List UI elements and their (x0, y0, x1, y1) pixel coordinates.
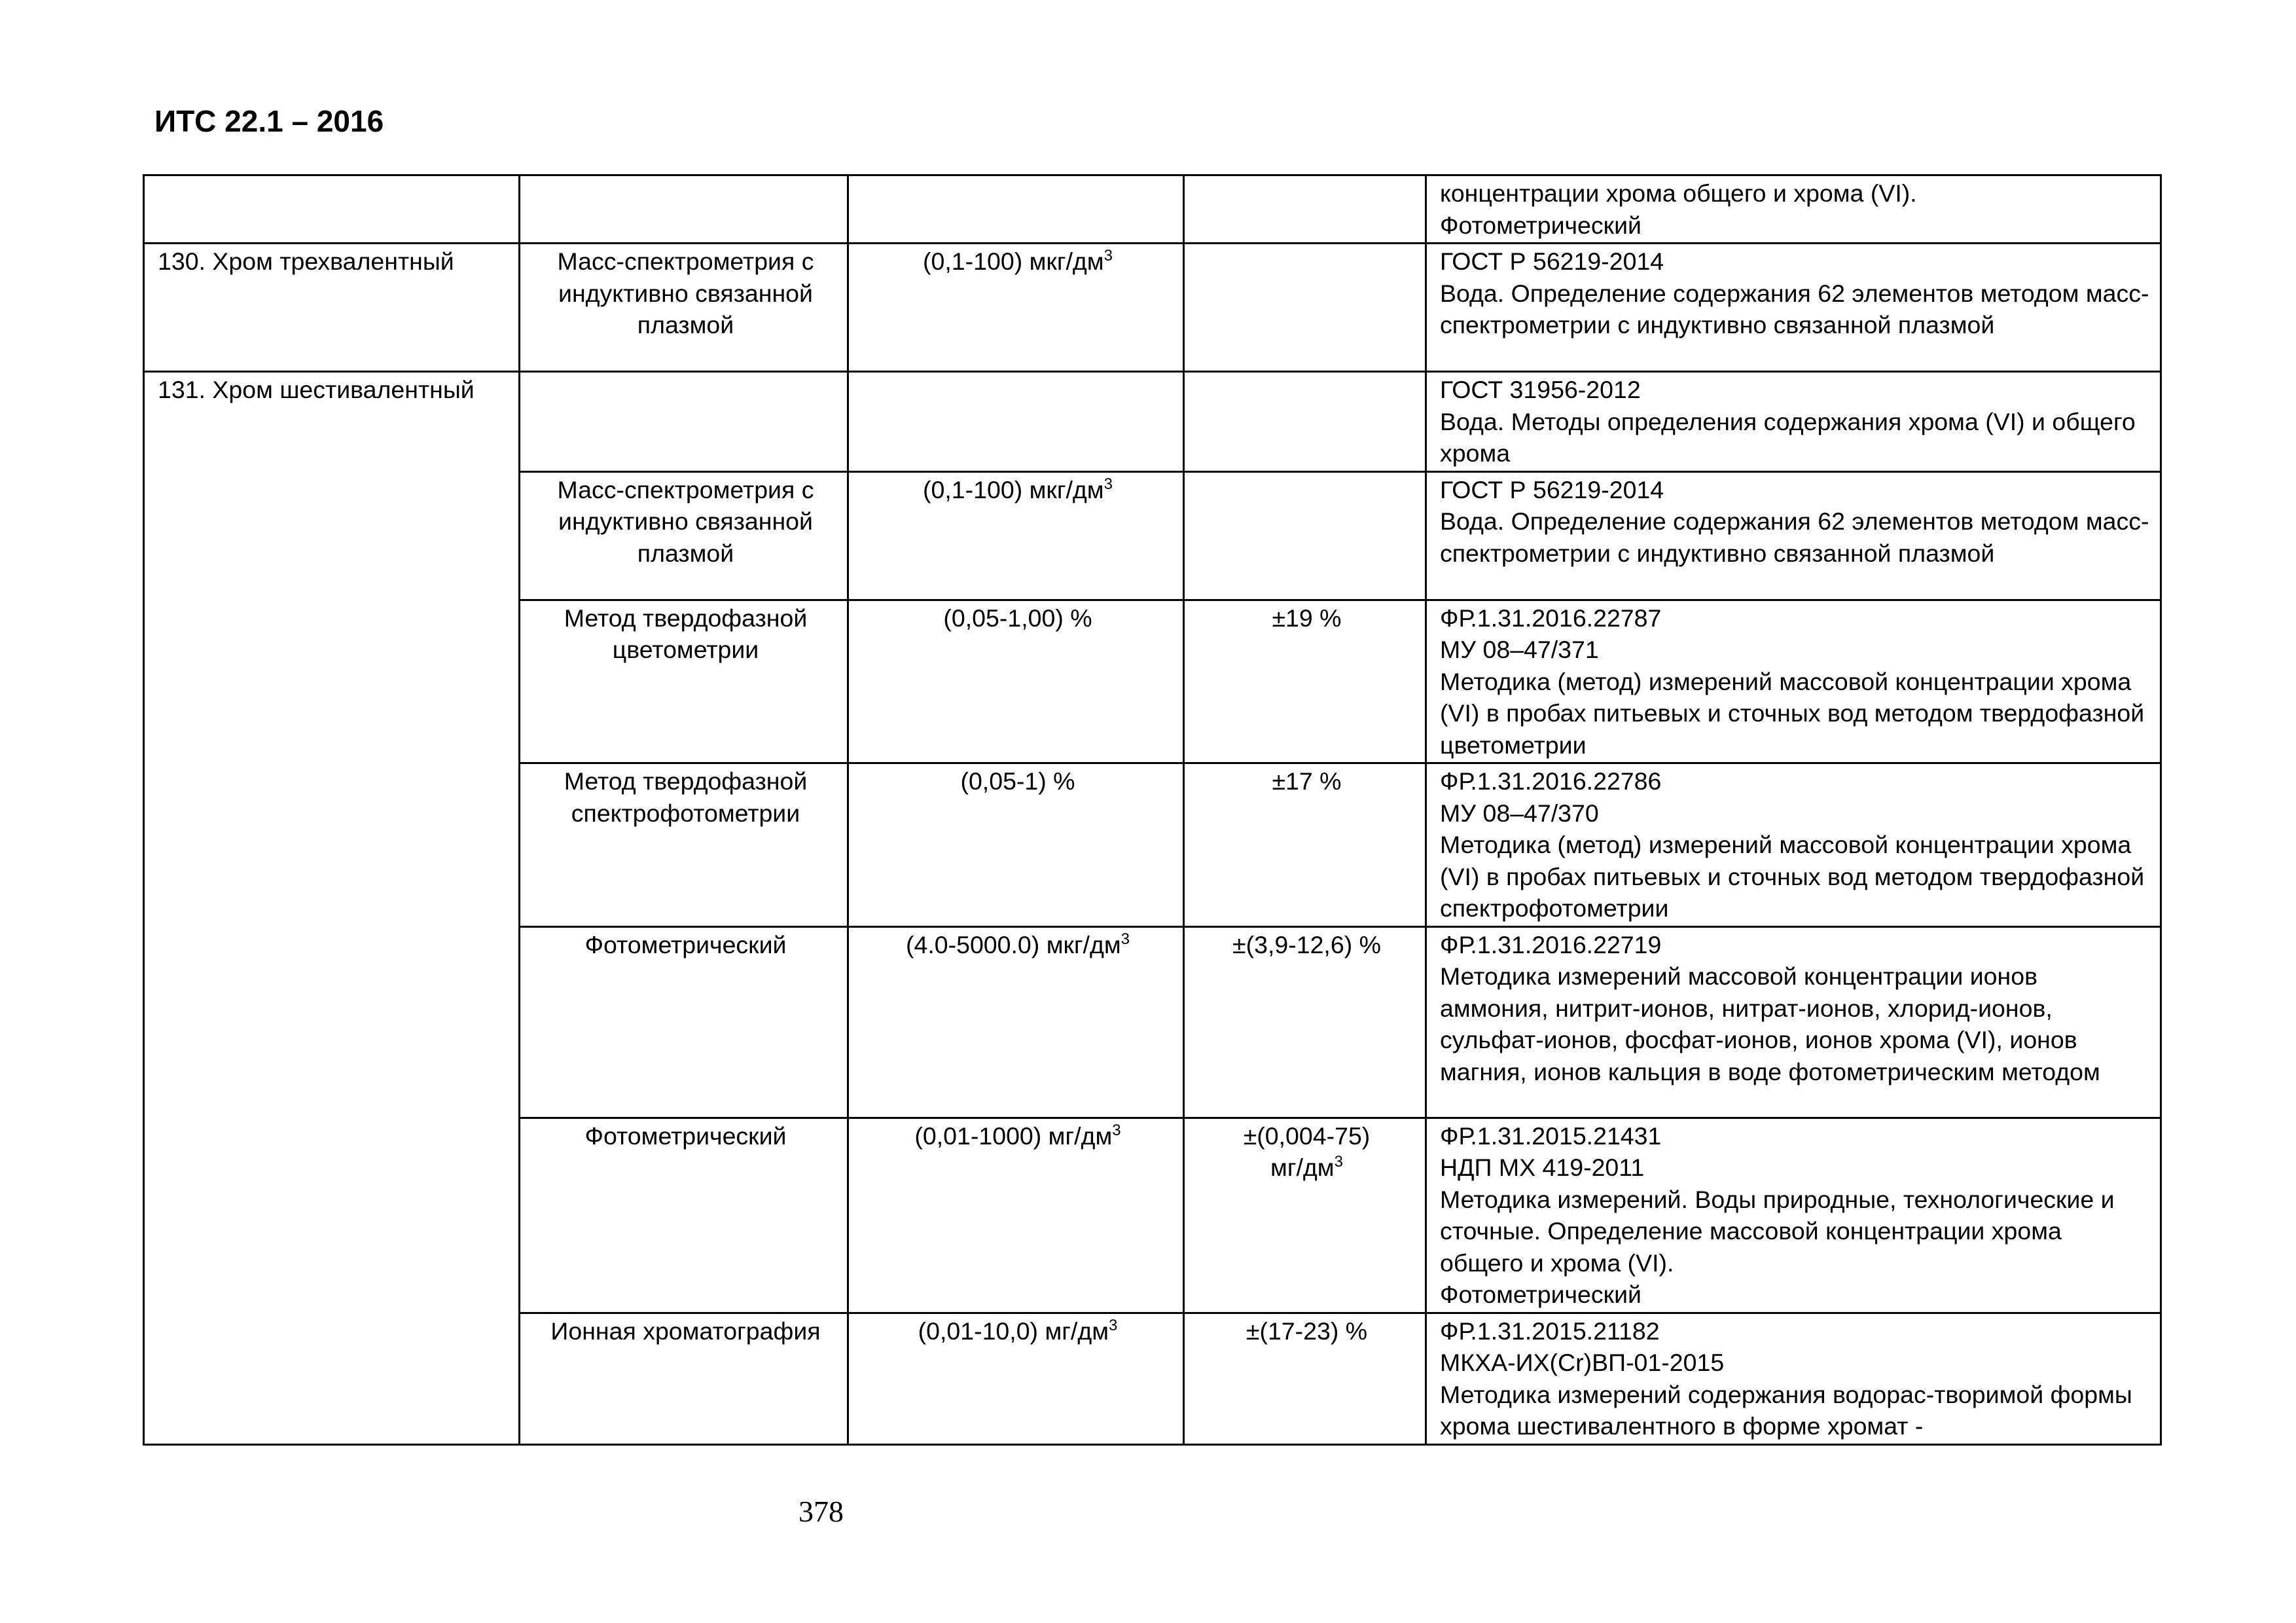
error-unit-text: мг/дм (1270, 1154, 1335, 1181)
range-unit-superscript: 3 (1121, 930, 1130, 948)
range-value: (0,1-100) мкг/дм (923, 247, 1104, 275)
document-code: ФР.1.31.2016.22719 (1440, 930, 1662, 958)
document-code: МУ 08–47/371 (1440, 636, 1599, 663)
range-unit-superscript: 3 (1112, 1121, 1121, 1139)
document-cell (1426, 1118, 2161, 1313)
range-unit-superscript: 3 (1109, 1316, 1118, 1334)
document-line: Фотометрический (1440, 211, 1641, 239)
method-cell: Ионная хроматография (520, 1313, 848, 1444)
error-cell (1184, 372, 1426, 472)
method-cell (520, 175, 848, 244)
document-cell (1426, 926, 2161, 1118)
document-title: Вода. Определение содержания 62 элементов методом масс-спектрометрии с индуктивно связанной плазмой (1440, 279, 2149, 338)
error-value: ±(0,004-75) (1243, 1122, 1371, 1150)
error-cell: ±(17-23) % (1184, 1313, 1426, 1444)
document-cell (1426, 763, 2161, 927)
document-title: Методика (метод) измерений массовой концентрации хрома (VI) в пробах питьевых и сточных вод методом твердофазной спектрофотометрии (1440, 831, 2145, 922)
document-title: Вода. Методы определения содержания хрома (VI) и общего хрома (1440, 407, 2136, 467)
range-cell: (0,05-1) % (848, 763, 1184, 927)
range-cell (848, 926, 1184, 1118)
table-row (144, 244, 2161, 372)
document-code: ГОСТ 31956-2012 (1440, 376, 1641, 403)
document-code: НДП МХ 419-2011 (1440, 1154, 1645, 1181)
method-cell: Метод твердофазной спектрофотометрии (520, 763, 848, 927)
error-cell: ±(3,9-12,6) % (1184, 926, 1426, 1118)
document-cell (1426, 244, 2161, 372)
document-title: Методика измерений массовой концентрации ионов аммония, нитрит-ионов, нитрат-ионов, хлорид-ионов, сульфат-ионов, фосфат-ионов, ионов хрома (VI), ионов магния, ионов кальция в воде фотометрическим методом (1440, 962, 2100, 1085)
substance-cell: 131. Хром шестивалентный (144, 372, 520, 1445)
method-cell: Масс-спектрометрия с индуктивно связанной плазмой (520, 244, 848, 372)
standards-table (143, 174, 2162, 1446)
document-line: концентрации хрома общего и хрома (VI). (1440, 179, 1917, 207)
substance-cell: 130. Хром трехвалентный (144, 244, 520, 372)
method-cell: Фотометрический (520, 926, 848, 1118)
method-cell (520, 372, 848, 472)
document-title: Методика измерений содержания водорас-творимой формы хрома шестивалентного в форме хромат - (1440, 1380, 2132, 1440)
error-cell: ±17 % (1184, 763, 1426, 927)
range-cell (848, 372, 1184, 472)
document-cell (1426, 372, 2161, 472)
document-code: ФР.1.31.2015.21182 (1440, 1317, 1660, 1345)
range-value: (4.0-5000.0) мкг/дм (905, 930, 1121, 958)
document-code: МКХА-ИХ(Cr)ВП-01-2015 (1440, 1349, 1725, 1376)
table-row (144, 372, 2161, 472)
method-cell: Фотометрический (520, 1118, 848, 1313)
table-row (144, 175, 2161, 244)
document-cell (1426, 600, 2161, 763)
range-cell (848, 244, 1184, 372)
method-cell: Метод твердофазной цветометрии (520, 600, 848, 763)
document-code: ФР.1.31.2016.22787 (1440, 604, 1662, 632)
range-value: (0,01-10,0) мг/дм (918, 1317, 1109, 1345)
range-value: (0,01-1000) мг/дм (914, 1122, 1113, 1150)
range-unit-superscript: 3 (1103, 475, 1113, 493)
page-number: 378 (798, 1495, 844, 1528)
error-cell (1184, 1118, 1426, 1313)
error-cell (1184, 244, 1426, 372)
document-title: Вода. Определение содержания 62 элементов методом масс-спектрометрии с индуктивно связанной плазмой (1440, 507, 2149, 567)
document-code: ГОСТ Р 56219-2014 (1440, 475, 1664, 503)
range-unit-superscript: 3 (1103, 247, 1113, 264)
document-title: Фотометрический (1440, 1281, 1641, 1308)
substance-cell (144, 175, 520, 244)
range-cell (848, 175, 1184, 244)
document-header: ИТС 22.1 – 2016 (154, 104, 384, 138)
document-cell (1426, 175, 2161, 244)
error-unit-superscript: 3 (1334, 1153, 1343, 1171)
range-cell: (0,05-1,00) % (848, 600, 1184, 763)
range-value: (0,1-100) мкг/дм (923, 475, 1104, 503)
range-cell (848, 471, 1184, 600)
range-cell (848, 1118, 1184, 1313)
error-cell: ±19 % (1184, 600, 1426, 763)
error-cell (1184, 471, 1426, 600)
error-cell (1184, 175, 1426, 244)
document-title: Методика измерений. Воды природные, технологические и сточные. Определение массовой концентрации хрома общего и хрома (VI). (1440, 1185, 2115, 1277)
method-cell: Масс-спектрометрия с индуктивно связанной плазмой (520, 471, 848, 600)
document-cell (1426, 471, 2161, 600)
document-title: Методика (метод) измерений массовой концентрации хрома (VI) в пробах питьевых и сточных вод методом твердофазной цветометрии (1440, 667, 2145, 759)
document-code: ФР.1.31.2015.21431 (1440, 1122, 1662, 1150)
document-cell (1426, 1313, 2161, 1444)
document-code: ГОСТ Р 56219-2014 (1440, 247, 1664, 275)
range-cell (848, 1313, 1184, 1444)
document-code: ФР.1.31.2016.22786 (1440, 767, 1662, 795)
document-code: МУ 08–47/370 (1440, 799, 1599, 827)
error-unit (1198, 1152, 1416, 1184)
